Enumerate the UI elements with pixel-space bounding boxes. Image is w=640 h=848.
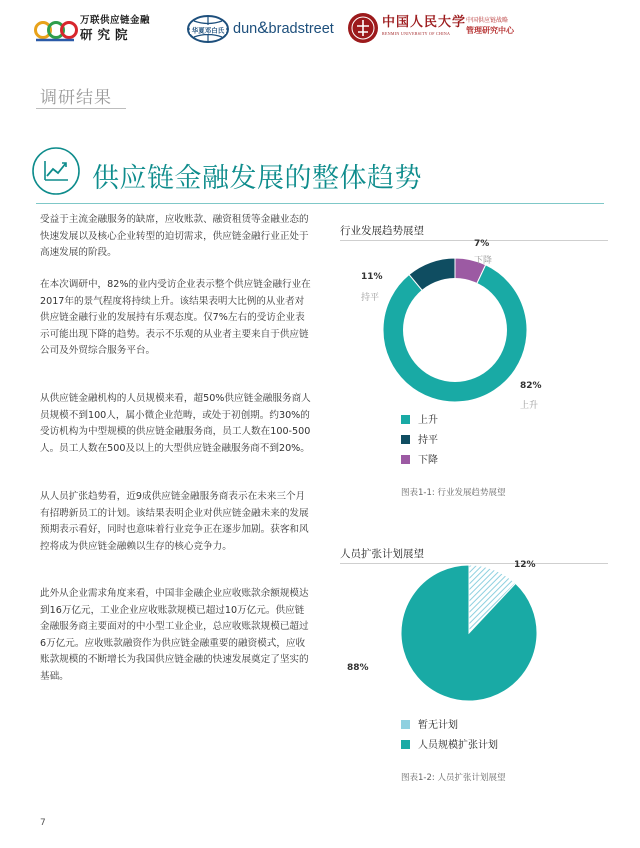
chart2-legend-expand: 人员规模扩张计划 <box>401 739 498 753</box>
chart2-slices <box>401 565 537 701</box>
legend-swatch-noplan <box>401 720 410 729</box>
legend-swatch-flat <box>401 435 410 444</box>
dun-bradstreet-logo <box>233 18 334 38</box>
logo1-line1: 万联供应链金融 <box>80 15 151 26</box>
chart1-category-label-decline: 下降 <box>474 256 493 266</box>
chart1-legend-flat: 持平 <box>401 434 438 448</box>
chart1-value-label-flat: 11% <box>361 272 383 282</box>
section-divider <box>36 108 126 109</box>
chart1-value-label-rise: 82% <box>520 381 542 391</box>
legend-swatch-rise <box>401 415 410 424</box>
legend-swatch-expand <box>401 740 410 749</box>
scm-center-line1: 中国供应链战略 <box>466 17 509 24</box>
wanlian-institute-logo <box>34 14 184 44</box>
huaxia-dnb-logo <box>186 14 230 44</box>
paragraph-1: 受益于主流金融服务的缺席，应收账款、融资租赁等金融业态的快速发展以及核心企业转型的迫切需求，供应链金融行业正处于高速发展的阶段。 <box>40 214 309 259</box>
page-title: 供应链金融发展的整体趋势 <box>92 163 422 194</box>
logo1-line2: 研究院 <box>80 27 133 42</box>
renmin-university-seal <box>347 12 379 44</box>
chart2-value-label-noplan: 12% <box>514 560 536 570</box>
renmin-university-name <box>382 15 467 37</box>
paragraph-4: 从人员扩张趋势看，近9成供应链金融服务商表示在未来三个月有招聘新员工的计划。该结果表明企业对供应链金融未来的发展预期表示看好，同时也意味着行业竞争正在逐步加剧。获客和风控将成为供应链金融赖以生存的核心竞争力。 <box>40 491 309 552</box>
chart2-title: 人员扩张计划展望 <box>340 548 424 560</box>
renmin-en-name: RENMIN UNIVERSITY OF CHINA <box>382 31 451 36</box>
chart1-caption: 图表1-1: 行业发展趋势展望 <box>401 488 506 498</box>
renmin-cn-name: 中国人民大学 <box>382 15 467 30</box>
chart2-pie <box>399 563 539 703</box>
title-divider <box>36 203 604 204</box>
logo3-amp: & <box>257 18 269 37</box>
chart1-category-label-flat: 持平 <box>361 293 380 303</box>
logo3-left: dun <box>233 21 258 37</box>
chart1-category-label-rise: 上升 <box>520 401 539 411</box>
trend-chart-icon <box>31 146 81 196</box>
renmin-seal-icon <box>347 12 379 44</box>
paragraph-5: 此外从企业需求角度来看，中国非金融企业应收账款余额规模达到16万亿元，工业企业应收账款规模已超过10万亿元。供应链金融服务商主要面对的中小型工业企业，总应收账款规模已超过6万亿元。应收账款融资作为供应链金融重要的融资模式，应收账款规模的不断增长为我国供应链金融的快速发展奠定了坚实的基础。 <box>40 588 309 682</box>
chart2-slice-expand <box>401 565 537 701</box>
scm-research-center-logo <box>466 16 546 36</box>
chart1-title: 行业发展趋势展望 <box>340 225 424 237</box>
page-number: 7 <box>40 818 46 828</box>
legend-swatch-decline <box>401 455 410 464</box>
section-label: 调研结果 <box>40 88 112 108</box>
chart1-donut <box>380 255 530 405</box>
chart1-legend-decline: 下降 <box>401 454 438 468</box>
chart1-donut-hole <box>403 278 507 382</box>
wanlian-logo-icon <box>34 14 78 44</box>
chart2-legend-noplan: 暂无计划 <box>401 719 458 733</box>
logo3-right: bradstreet <box>268 21 334 37</box>
paragraph-2: 在本次调研中，82%的业内受访企业表示整个供应链金融行业在2017年的景气程度将持续上升。该结果表明大比例的从业者对供应链金融行业的发展持有乐观态度。仅7%左右的受访企业表示可能出现下降的趋势。表示不乐观的从业者主要来自于供应链公司及外贸综合服务平台。 <box>40 279 311 357</box>
paragraph-3: 从供应链金融机构的人员规模来看，超50%供应链金融服务商人员规模不到100人，属小微企业范畴，或处于初创期。约30%的受访机构为中型规模的供应链金融服务商，员工人数在100-500人。员工人数在500及以上的大型供应链金融服务商不到20%。 <box>40 393 311 454</box>
huaxia-logo-text: 华夏邓白氏 <box>191 26 225 35</box>
chart1-legend-rise: 上升 <box>401 414 438 428</box>
chart2-value-label-expand: 88% <box>347 663 369 673</box>
huaxia-globe-icon <box>186 14 230 44</box>
chart1-value-label-decline: 7% <box>474 239 490 249</box>
scm-center-line2: 管理研究中心 <box>466 26 514 35</box>
chart2-caption: 图表1-2: 人员扩张计划展望 <box>401 773 506 783</box>
